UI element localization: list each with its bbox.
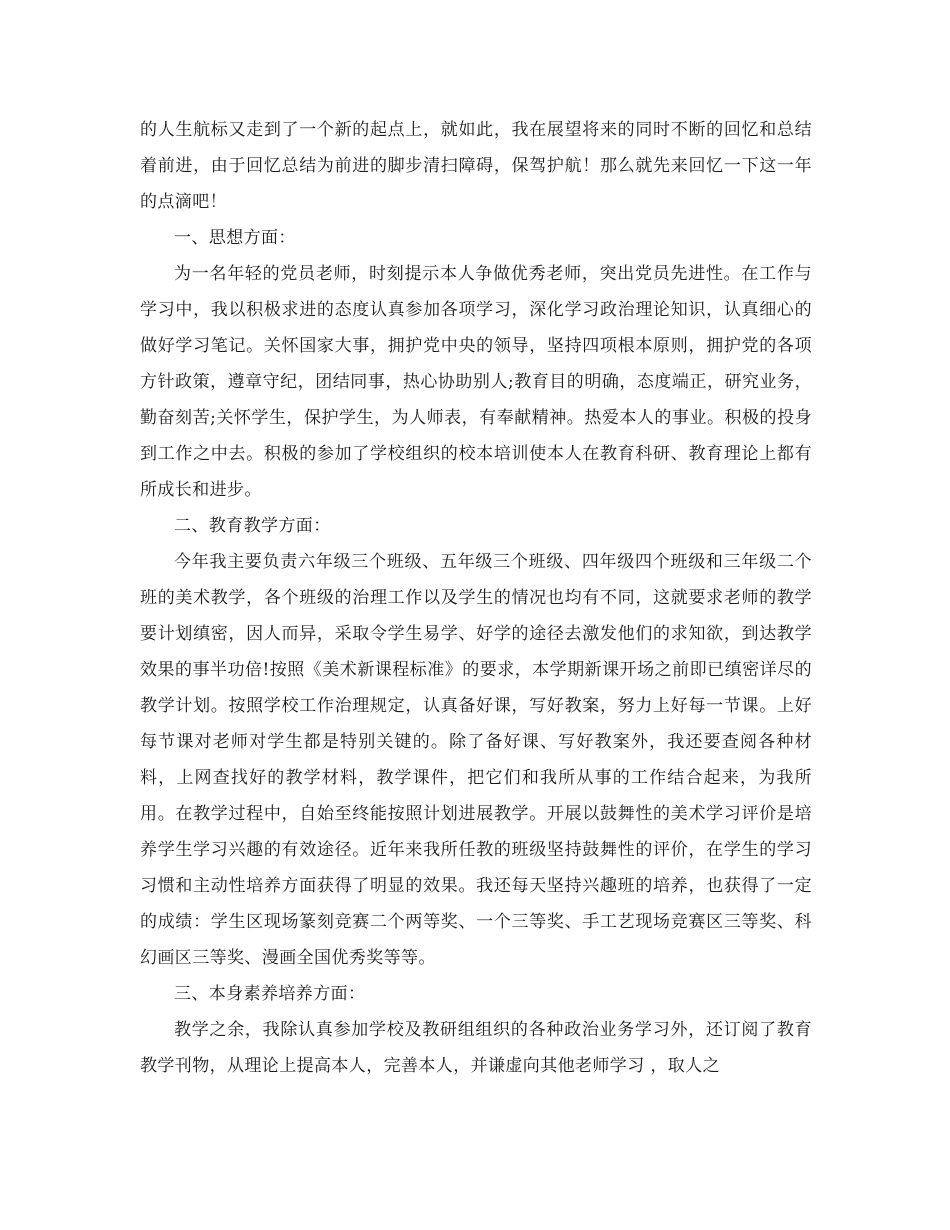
section-heading-teaching: 二、教育教学方面： — [174, 516, 331, 536]
document-body — [140, 112, 812, 1084]
paragraph-teaching: 今年我主要负责六年级三个班级、五年级三个班级、四年级四个班级和三年级二个班的美术教学，各个班级的治理工作以及学生的情况也均有不同，这就要求老师的教学要计划缜密，因人而异，采取令学生易学、好学的途径去激发他们的求知欲，到达教学效果的事半功倍!按照《美术新课程标准》的要求，本学期新课开场之前即已缜密详尽的教学计划。按照学校工作治理规定，认真备好课，写好教案，努力上好每一节课。上好每节课对老师对学生都是特别关键的。除了备好课、写好教案外，我还要查阅各种材料，上网查找好的教学材料，教学课件，把它们和我所从事的工作结合起来，为我所用。在教学过程中，自始至终能按照计划进展教学。开展以鼓舞性的美术学习评价是培养学生学习兴趣的有效途径。近年来我所任教的班级坚持鼓舞性的评价，在学生的学习习惯和主动性培养方面获得了明显的效果。我还每天坚持兴趣班的培养，也获得了一定的成绩：学生区现场篆刻竞赛二个两等奖、一个三等奖、手工艺现场竞赛区三等奖、科幻画区三等奖、漫画全国优秀奖等等。 — [140, 552, 812, 968]
section-heading-thought: 一、思想方面： — [174, 228, 296, 248]
paragraph-intro-continuation: 的人生航标又走到了一个新的起点上，就如此，我在展望将来的同时不断的回忆和总结着前进，由于回忆总结为前进的脚步清扫障碍，保驾护航！那么就先来回忆一下这一年的点滴吧！ — [140, 120, 812, 212]
paragraph-self-cultivation: 教学之余，我除认真参加学校及教研组组织的各种政治业务学习外，还订阅了教育教学刊物，从理论上提高本人，完善本人，并谦虚向其他老师学习 ，取人之 — [140, 1020, 812, 1076]
section-heading-self-cultivation: 三、本身素养培养方面： — [174, 984, 366, 1004]
paragraph-thought: 为一名年轻的党员老师，时刻提示本人争做优秀老师，突出党员先进性。在工作与学习中，我以积极求进的态度认真参加各项学习，深化学习政治理论知识，认真细心的做好学习笔记。关怀国家大事，拥护党中央的领导，坚持四项根本原则，拥护党的各项方针政策，遵章守纪，团结同事，热心协助别人;教育目的明确，态度端正，研究业务，勤奋刻苦;关怀学生，保护学生，为人师表，有奉献精神。热爱本人的事业。积极的投身到工作之中去。积极的参加了学校组织的校本培训使本人在教育科研、教育理论上都有所成长和进步。 — [140, 264, 812, 500]
